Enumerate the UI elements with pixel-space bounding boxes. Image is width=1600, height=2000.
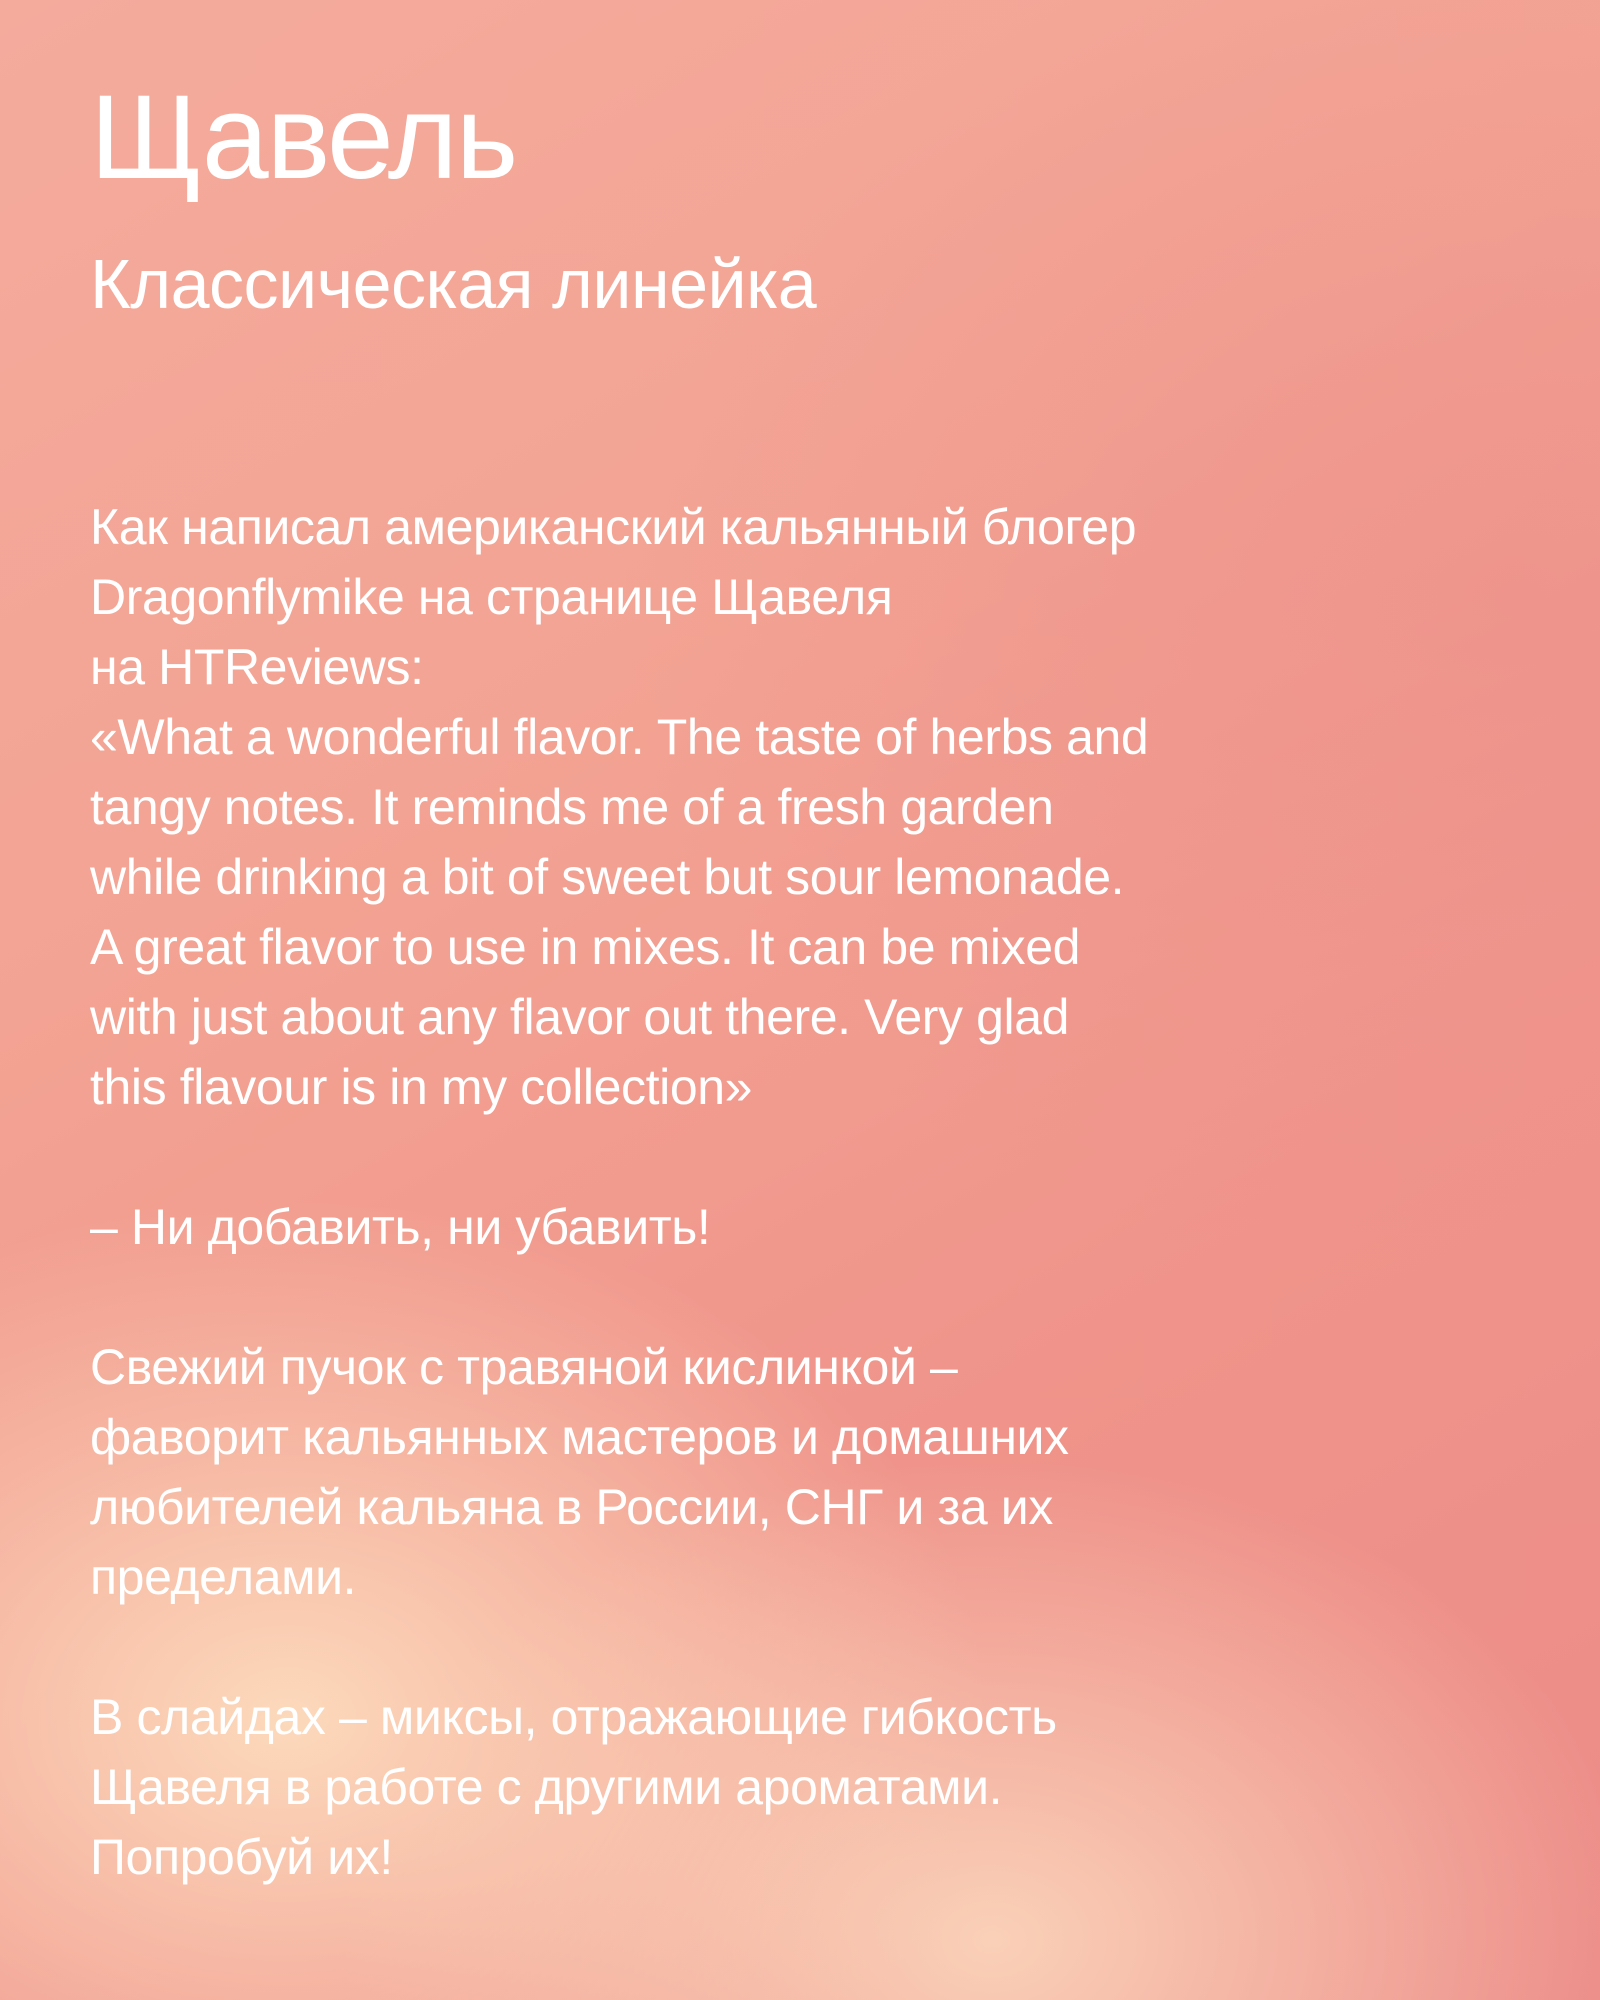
quote-line: A great flavor to use in mixes. It can be mixed	[90, 919, 1081, 975]
intro-paragraph	[90, 492, 1510, 702]
paragraph-spacer	[90, 1612, 1510, 1682]
description-paragraph	[90, 1332, 1510, 1612]
description-line: Свежий пучок с травяной кислинкой –	[90, 1339, 958, 1395]
paragraph-spacer	[90, 1122, 1510, 1192]
intro-line: на HTReviews:	[90, 639, 424, 695]
description-line: пределами.	[90, 1549, 357, 1605]
cta-line: Попробуй их!	[90, 1829, 393, 1885]
intro-line: Как написал американский кальянный блогер	[90, 499, 1137, 555]
quote-line: while drinking a bit of sweet but sour lemonade.	[90, 849, 1125, 905]
tagline	[90, 1192, 1510, 1262]
intro-line: Dragonflymike на странице Щавеля	[90, 569, 893, 625]
description-line: любителей кальяна в России, СНГ и за их	[90, 1479, 1053, 1535]
tagline-line: – Ни добавить, ни убавить!	[90, 1199, 711, 1255]
quote-line: with just about any flavor out there. Very glad	[90, 989, 1070, 1045]
cta-paragraph	[90, 1682, 1510, 1892]
description-line: фаворит кальянных мастеров и домашних	[90, 1409, 1069, 1465]
body-text	[90, 492, 1510, 1892]
quote-line: «What a wonderful flavor. The taste of herbs and	[90, 709, 1149, 765]
page-title: Щавель	[90, 70, 517, 204]
cta-line: Щавеля в работе с другими ароматами.	[90, 1759, 1003, 1815]
page-subtitle: Классическая линейка	[90, 245, 817, 323]
slide	[90, 0, 1510, 2000]
paragraph-spacer	[90, 1262, 1510, 1332]
cta-line: В слайдах – миксы, отражающие гибкость	[90, 1689, 1057, 1745]
quote-line: this flavour is in my collection»	[90, 1059, 753, 1115]
quote-line: tangy notes. It reminds me of a fresh garden	[90, 779, 1054, 835]
review-quote	[90, 702, 1510, 1122]
